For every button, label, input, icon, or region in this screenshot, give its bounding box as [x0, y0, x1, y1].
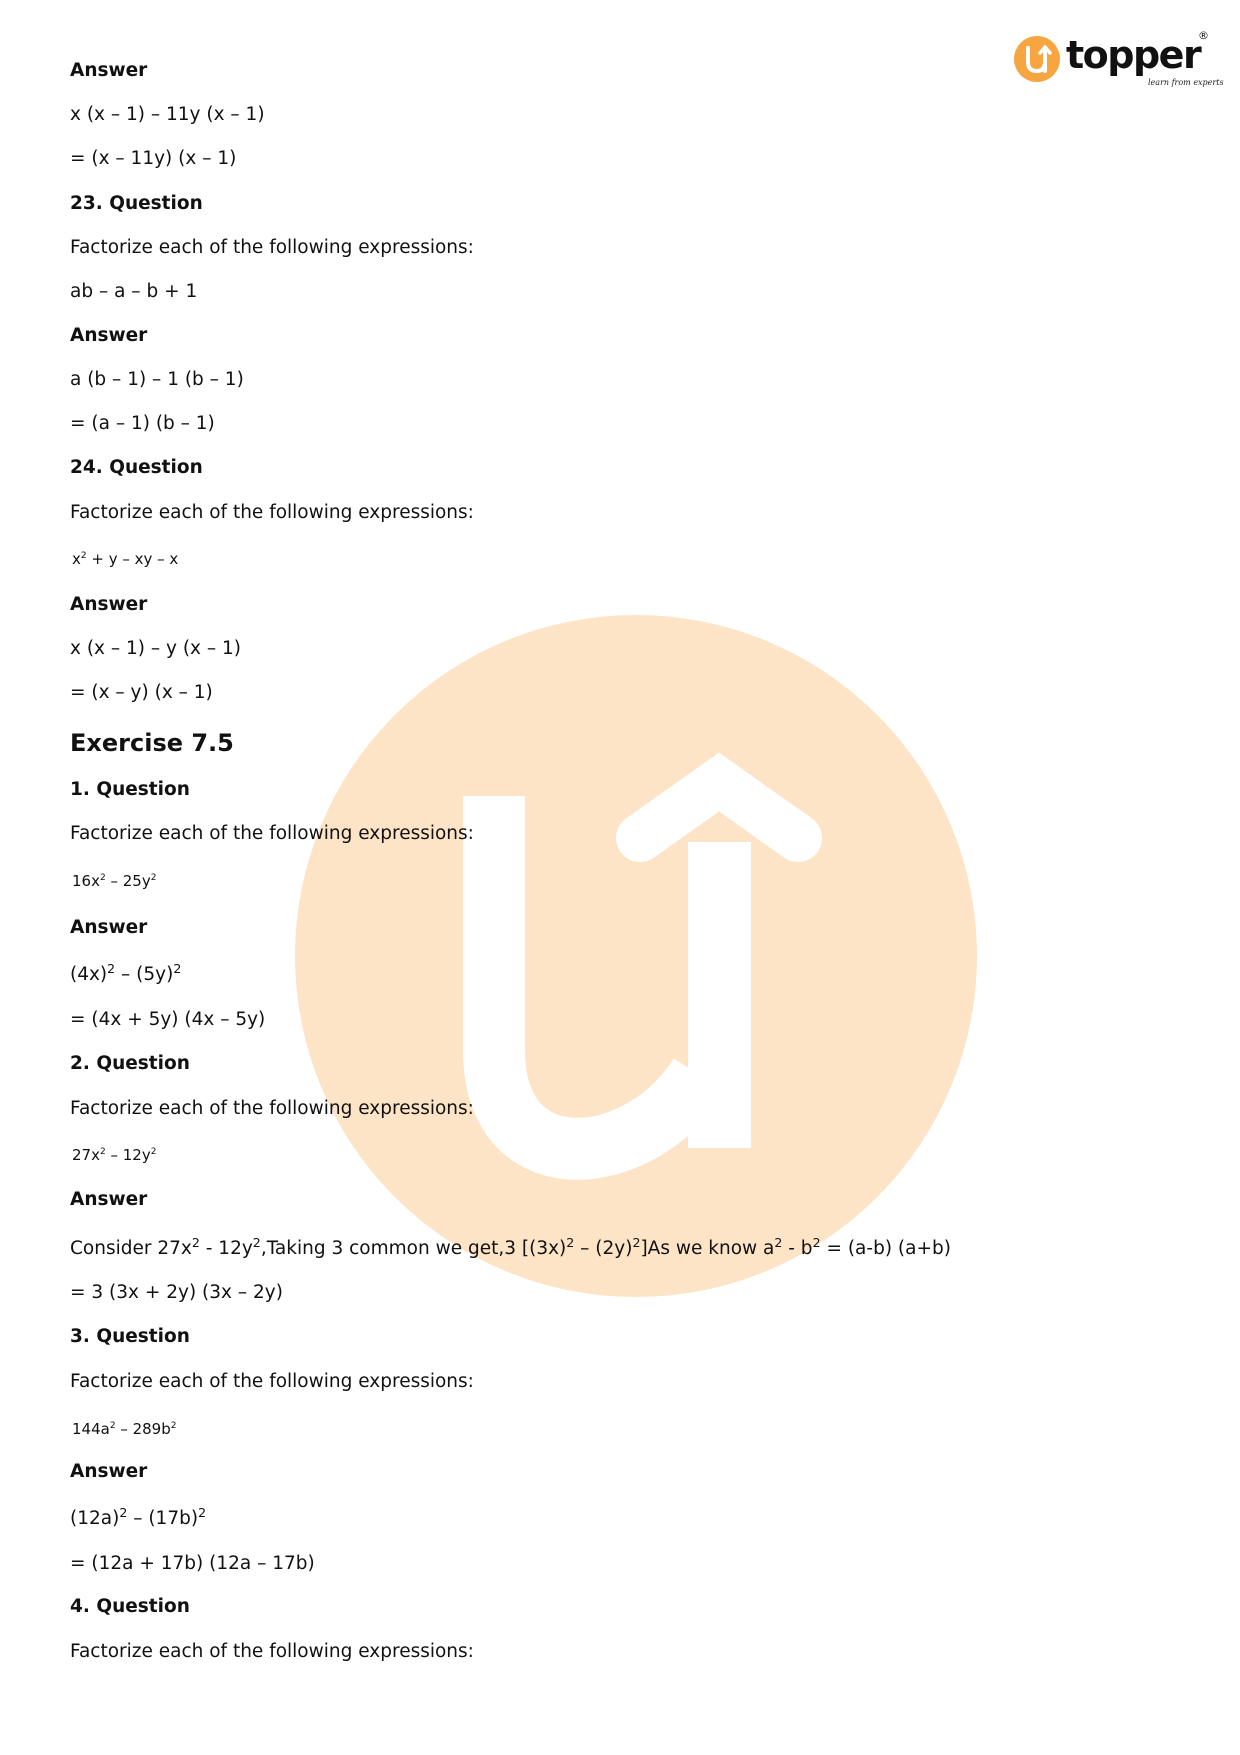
step-text: - b	[782, 1238, 813, 1259]
answer-label: Answer	[70, 1461, 148, 1482]
exercise-heading: Exercise 7.5	[70, 729, 234, 757]
question-title: 23. Question	[70, 193, 203, 214]
question-title: 3. Question	[70, 1326, 190, 1347]
question-expression	[72, 546, 178, 572]
answer-label: Answer	[70, 594, 148, 615]
exponent: 2	[812, 1234, 821, 1250]
question-prompt: Factorize each of the following expressions:	[70, 237, 474, 258]
question-title: 4. Question	[70, 1596, 190, 1617]
question-prompt: Factorize each of the following expressions:	[70, 1098, 474, 1119]
exponent: 2	[170, 1421, 177, 1431]
expression-text: – 25y	[105, 872, 151, 890]
exponent: 2	[198, 1504, 207, 1520]
question-expression: ab – a – b + 1	[70, 281, 198, 302]
exponent: 2	[99, 873, 106, 883]
step-text: (12a)	[70, 1508, 120, 1529]
step-text: ]As we know a	[640, 1238, 775, 1259]
exponent: 2	[150, 1147, 157, 1157]
answer-step	[70, 1236, 951, 1262]
question-expression	[72, 1416, 177, 1442]
answer-step: = (a – 1) (b – 1)	[70, 413, 215, 434]
exponent: 2	[99, 1147, 106, 1157]
question-expression	[72, 1142, 156, 1168]
answer-step: = (x – y) (x – 1)	[70, 682, 213, 703]
question-title: 1. Question	[70, 779, 190, 800]
exponent: 2	[107, 960, 116, 976]
step-text: (4x)	[70, 964, 108, 985]
answer-step: = (x – 11y) (x – 1)	[70, 148, 237, 169]
question-prompt: Factorize each of the following expressions:	[70, 1371, 474, 1392]
exponent: 2	[80, 551, 87, 561]
question-expression	[72, 868, 156, 894]
brand-logo	[1010, 29, 1224, 94]
exponent: 2	[566, 1234, 575, 1250]
answer-step: = 3 (3x + 2y) (3x – 2y)	[70, 1282, 283, 1303]
step-text: – (5y)	[115, 964, 174, 985]
exponent: 2	[252, 1234, 261, 1250]
answer-label: Answer	[70, 917, 148, 938]
exponent: 2	[119, 1504, 128, 1520]
step-text: - 12y	[199, 1238, 253, 1259]
answer-step: x (x – 1) – y (x – 1)	[70, 638, 241, 659]
logo-tagline: learn from experts	[1148, 78, 1224, 87]
step-text: – (17b)	[127, 1508, 199, 1529]
answer-label: Answer	[70, 325, 148, 346]
watermark-circle	[295, 615, 977, 1297]
logo-badge-icon	[1012, 34, 1062, 84]
exponent: 2	[774, 1234, 783, 1250]
watermark-arrow-stem	[688, 842, 751, 1148]
answer-label: Answer	[70, 1189, 148, 1210]
expression-text: + y – xy – x	[86, 550, 179, 568]
question-title: 24. Question	[70, 457, 203, 478]
answer-step: = (4x + 5y) (4x – 5y)	[70, 1009, 266, 1030]
exponent: 2	[109, 1421, 116, 1431]
step-text: = (a-b) (a+b)	[820, 1238, 951, 1259]
logo-wordmark: topper	[1066, 33, 1201, 77]
answer-step	[70, 962, 181, 988]
expression-text: – 12y	[105, 1146, 151, 1164]
answer-step	[70, 1506, 206, 1532]
expression-text: 27x	[72, 1146, 100, 1164]
expression-text: x	[72, 550, 81, 568]
expression-text: – 289b	[115, 1420, 171, 1438]
answer-label: Answer	[70, 60, 148, 81]
question-title: 2. Question	[70, 1053, 190, 1074]
step-text: – (2y)	[574, 1238, 633, 1259]
step-text: ,Taking 3 common we get,3 [(3x)	[260, 1238, 567, 1259]
expression-text: 144a	[72, 1420, 110, 1438]
answer-step: a (b – 1) – 1 (b – 1)	[70, 369, 244, 390]
expression-text: 16x	[72, 872, 100, 890]
step-text: Consider 27x	[70, 1238, 192, 1259]
question-prompt: Factorize each of the following expressions:	[70, 823, 474, 844]
exponent: 2	[173, 960, 182, 976]
question-prompt: Factorize each of the following expressions:	[70, 502, 474, 523]
registered-mark: ®	[1198, 29, 1209, 42]
exponent: 2	[191, 1234, 200, 1250]
answer-step: x (x – 1) – 11y (x – 1)	[70, 104, 265, 125]
answer-step: = (12a + 17b) (12a – 17b)	[70, 1553, 315, 1574]
exponent: 2	[632, 1234, 641, 1250]
question-prompt: Factorize each of the following expressions:	[70, 1641, 474, 1662]
exponent: 2	[150, 873, 157, 883]
